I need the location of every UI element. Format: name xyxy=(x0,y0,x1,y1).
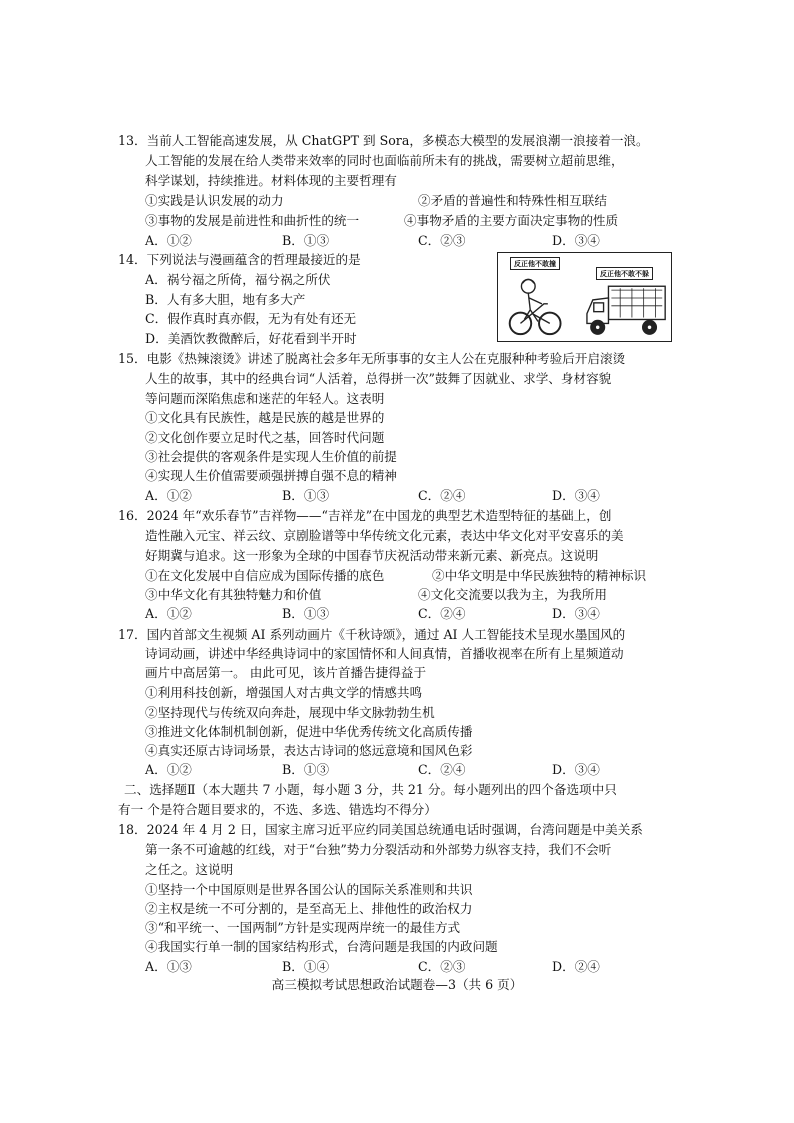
q17-choice-c: C．②④ xyxy=(418,762,466,777)
q18-stem-line1: 18．2024 年 4 月 2 日，国家主席习近平应约同美国总统通电话时强调，台湾问题是中美关系 xyxy=(118,822,643,837)
section2-heading-line2: 有一 个是符合题目要求的，不选、多选、错选均不得分） xyxy=(118,802,437,817)
q13-choice-b: B．①③ xyxy=(282,233,330,248)
q18-option-4: ④我国实行单一制的国家结构形式，台湾问题是我国的内政问题 xyxy=(145,939,498,954)
q15-option-1: ①文化具有民族性，越是民族的越是世界的 xyxy=(145,410,385,425)
q15-stem-line3: 等问题而深陷焦虑和迷茫的年轻人。这表明 xyxy=(145,391,385,406)
q16-option-3: ③中华文化有其独特魅力和价值 xyxy=(145,587,322,602)
q14-stem-line1: 14．下列说法与漫画蕴含的哲理最接近的是 xyxy=(118,252,361,267)
q16-choice-a: A．①② xyxy=(145,606,192,621)
truck-figure xyxy=(587,286,665,334)
q14-cartoon xyxy=(497,252,672,342)
q16-option-2: ②中华文明是中华民族独特的精神标识 xyxy=(432,568,647,583)
q18-option-2: ②主权是统一不可分割的，是至高无上、排他性的政治权力 xyxy=(145,901,473,916)
q13-option-3: ③事物的发展是前进性和曲折性的统一 xyxy=(145,213,360,228)
q17-stem-line3: 画片中高居第一。 由此可见，该片首播告捷得益于 xyxy=(145,665,427,680)
q13-option-1: ①实践是认识发展的动力 xyxy=(145,193,284,208)
q17-choice-b: B．①③ xyxy=(282,762,330,777)
q16-option-1: ①在文化发展中自信应成为国际传播的底色 xyxy=(145,568,385,583)
q17-choice-d: D．③④ xyxy=(552,762,600,777)
q15-choice-a: A．①② xyxy=(145,488,192,503)
q17-stem-line2: 诗词动画，讲述中华经典诗词中的家国情怀和人间真情，首播收视率在所有上星频道动 xyxy=(145,646,624,661)
q13-option-4: ④事物矛盾的主要方面决定事物的性质 xyxy=(404,213,619,228)
q18-stem-line2: 第一条不可逾越的红线，对于“台独”势力分裂活动和外部势力纵容支持，我们不会听 xyxy=(145,842,612,857)
q18-choice-b: B．①④ xyxy=(282,959,330,974)
q14-choice-c: C．假作真时真亦假，无为有处有还无 xyxy=(145,311,357,326)
q14-choice-d: D．美酒饮教微醉后，好花看到半开时 xyxy=(145,331,357,346)
q15-option-2: ②文化创作要立足时代之基，回答时代问题 xyxy=(145,430,385,445)
q18-choice-a: A．①③ xyxy=(145,959,192,974)
q18-option-1: ①坚持一个中国原则是世界各国公认的国际关系准则和共识 xyxy=(145,882,473,897)
cartoon-caption-left: 反正他不敢撞 xyxy=(510,257,560,270)
section2-heading-line1: 二、选择题Ⅱ（本大题共 7 小题，每小题 3 分，共 21 分。每小题列出的四个备选项中只 xyxy=(124,782,617,797)
q16-option-4: ④文化交流要以我为主，为我所用 xyxy=(418,587,607,602)
q13-stem-line2: 人工智能的发展在给人类带来效率的同时也面临前所未有的挑战，需要树立超前思维， xyxy=(145,153,624,168)
q15-option-4: ④实现人生价值需要顽强拼搏自强不息的精神 xyxy=(145,468,397,483)
cartoon-caption-right: 反正他不敢不躲 xyxy=(596,267,653,280)
q14-choice-a: A．祸兮福之所倚，福兮祸之所伏 xyxy=(145,272,331,287)
cyclist-figure xyxy=(510,279,561,334)
q17-option-2: ②坚持现代与传统双向奔赴，展现中华文脉勃勃生机 xyxy=(145,705,435,720)
q13-choice-a: A．①② xyxy=(145,233,192,248)
q13-choice-d: D．③④ xyxy=(552,233,600,248)
q18-option-3: ③“和平统一、一国两制”方针是实现两岸统一的最佳方式 xyxy=(145,920,461,935)
q16-choice-d: D．③④ xyxy=(552,606,600,621)
q18-stem-line3: 之任之。这说明 xyxy=(145,862,234,877)
q14-choice-b: B．人有多大胆，地有多大产 xyxy=(145,292,306,307)
q13-choice-c: C．②③ xyxy=(418,233,466,248)
q16-choice-b: B．①③ xyxy=(282,606,330,621)
page-footer: 高三模拟考试思想政治试题卷—3（共 6 页） xyxy=(271,977,523,992)
q17-option-4: ④真实还原古诗词场景，表达古诗词的悠远意境和国风色彩 xyxy=(145,743,473,758)
q15-choice-d: D．③④ xyxy=(552,488,600,503)
q16-stem-line2: 造性融入元宝、祥云纹、京剧脸谱等中华传统文化元素，表达中华文化对平安喜乐的美 xyxy=(145,528,624,543)
q13-stem-line3: 科学谋划，持续推进。材料体现的主要哲理有 xyxy=(145,173,397,188)
q17-stem-line1: 17．国内首部文生视频 AI 系列动画片《千秋诗颂》，通过 AI 人工智能技术呈现水墨国风的 xyxy=(118,627,626,642)
q13-stem-line1: 13．当前人工智能高速发展，从 ChatGPT 到 Sora，多模态大模型的发展浪潮一浪接着一浪。 xyxy=(118,133,649,148)
q17-choice-a: A．①② xyxy=(145,762,192,777)
q13-option-2: ②矛盾的普遍性和特殊性相互联结 xyxy=(418,193,607,208)
q16-stem-line3: 好期冀与追求。这一形象为全球的中国春节庆祝活动带来新元素、新亮点。这说明 xyxy=(145,548,599,563)
q15-stem-line2: 人生的故事，其中的经典台词“人活着，总得拼一次”鼓舞了因就业、求学、身材容貌 xyxy=(145,371,612,386)
q15-choice-c: C．②④ xyxy=(418,488,466,503)
q16-choice-c: C．②④ xyxy=(418,606,466,621)
q15-stem-line1: 15．电影《热辣滚烫》讲述了脱离社会多年无所事事的女主人公在克服种种考验后开启滚烫 xyxy=(118,351,626,366)
q16-stem-line1: 16．2024 年“欢乐春节”吉祥物——“吉祥龙”在中国龙的典型艺术造型特征的基础上，创 xyxy=(118,508,612,523)
q18-choice-c: C．②③ xyxy=(418,959,466,974)
q15-choice-b: B．①③ xyxy=(282,488,330,503)
q17-option-3: ③推进文化体制机制创新，促进中华优秀传统文化高质传播 xyxy=(145,724,473,739)
q18-choice-d: D．②④ xyxy=(552,959,600,974)
q17-option-1: ①利用科技创新，增强国人对古典文学的情感共鸣 xyxy=(145,685,423,700)
q15-option-3: ③社会提供的客观条件是实现人生价值的前提 xyxy=(145,449,397,464)
